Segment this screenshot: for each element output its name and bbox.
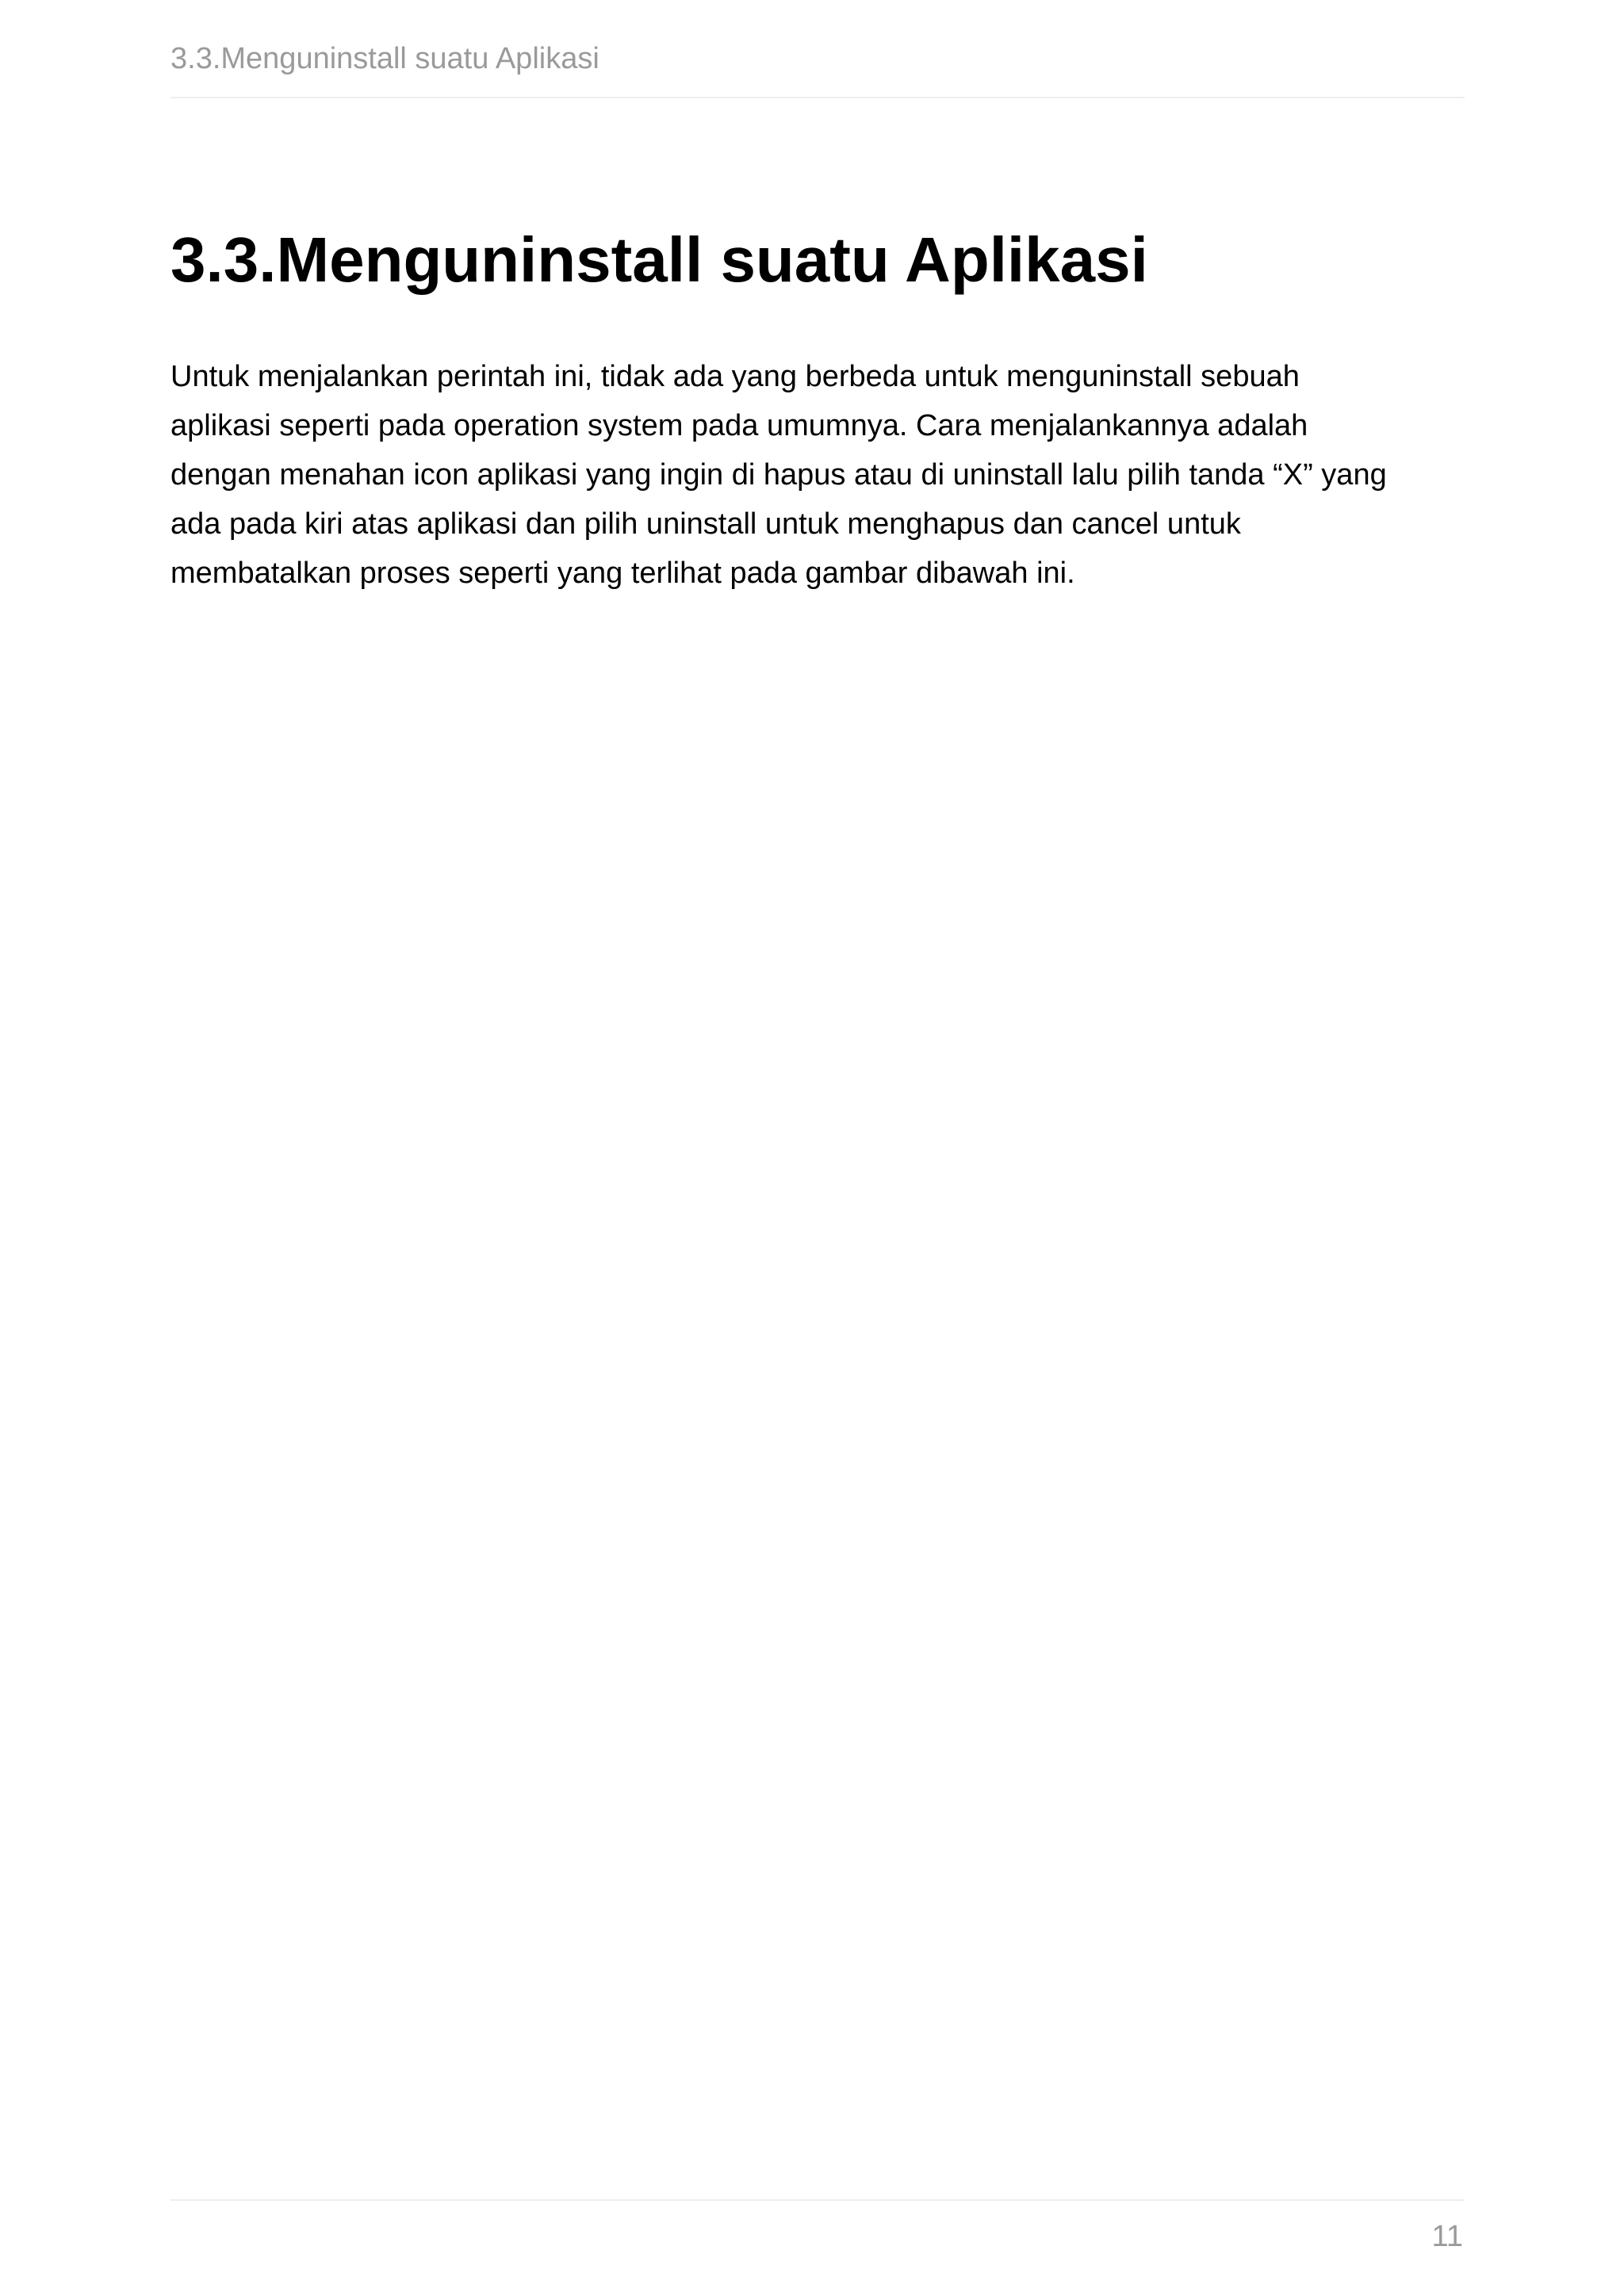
section-title: 3.3.Menguninstall suatu Aplikasi: [170, 224, 1148, 295]
running-header: 3.3.Menguninstall suatu Aplikasi: [170, 42, 599, 75]
footer-divider: [170, 2199, 1465, 2201]
page-number: 11: [1431, 2220, 1463, 2253]
body-paragraph: [170, 352, 1471, 598]
paragraph-line: Untuk menjalankan perintah ini, tidak ada yang berbeda untuk menguninstall sebuah: [170, 360, 1300, 393]
header-divider: [170, 97, 1465, 98]
paragraph-line: dengan menahan icon aplikasi yang ingin di hapus atau di uninstall lalu pilih tanda “X” yang: [170, 458, 1387, 492]
paragraph-line: ada pada kiri atas aplikasi dan pilih uninstall untuk menghapus dan cancel untuk: [170, 507, 1241, 541]
paragraph-line: membatalkan proses seperti yang terlihat pada gambar dibawah ini.: [170, 557, 1075, 590]
paragraph-line: aplikasi seperti pada operation system pada umumnya. Cara menjalankannya adalah: [170, 409, 1308, 442]
